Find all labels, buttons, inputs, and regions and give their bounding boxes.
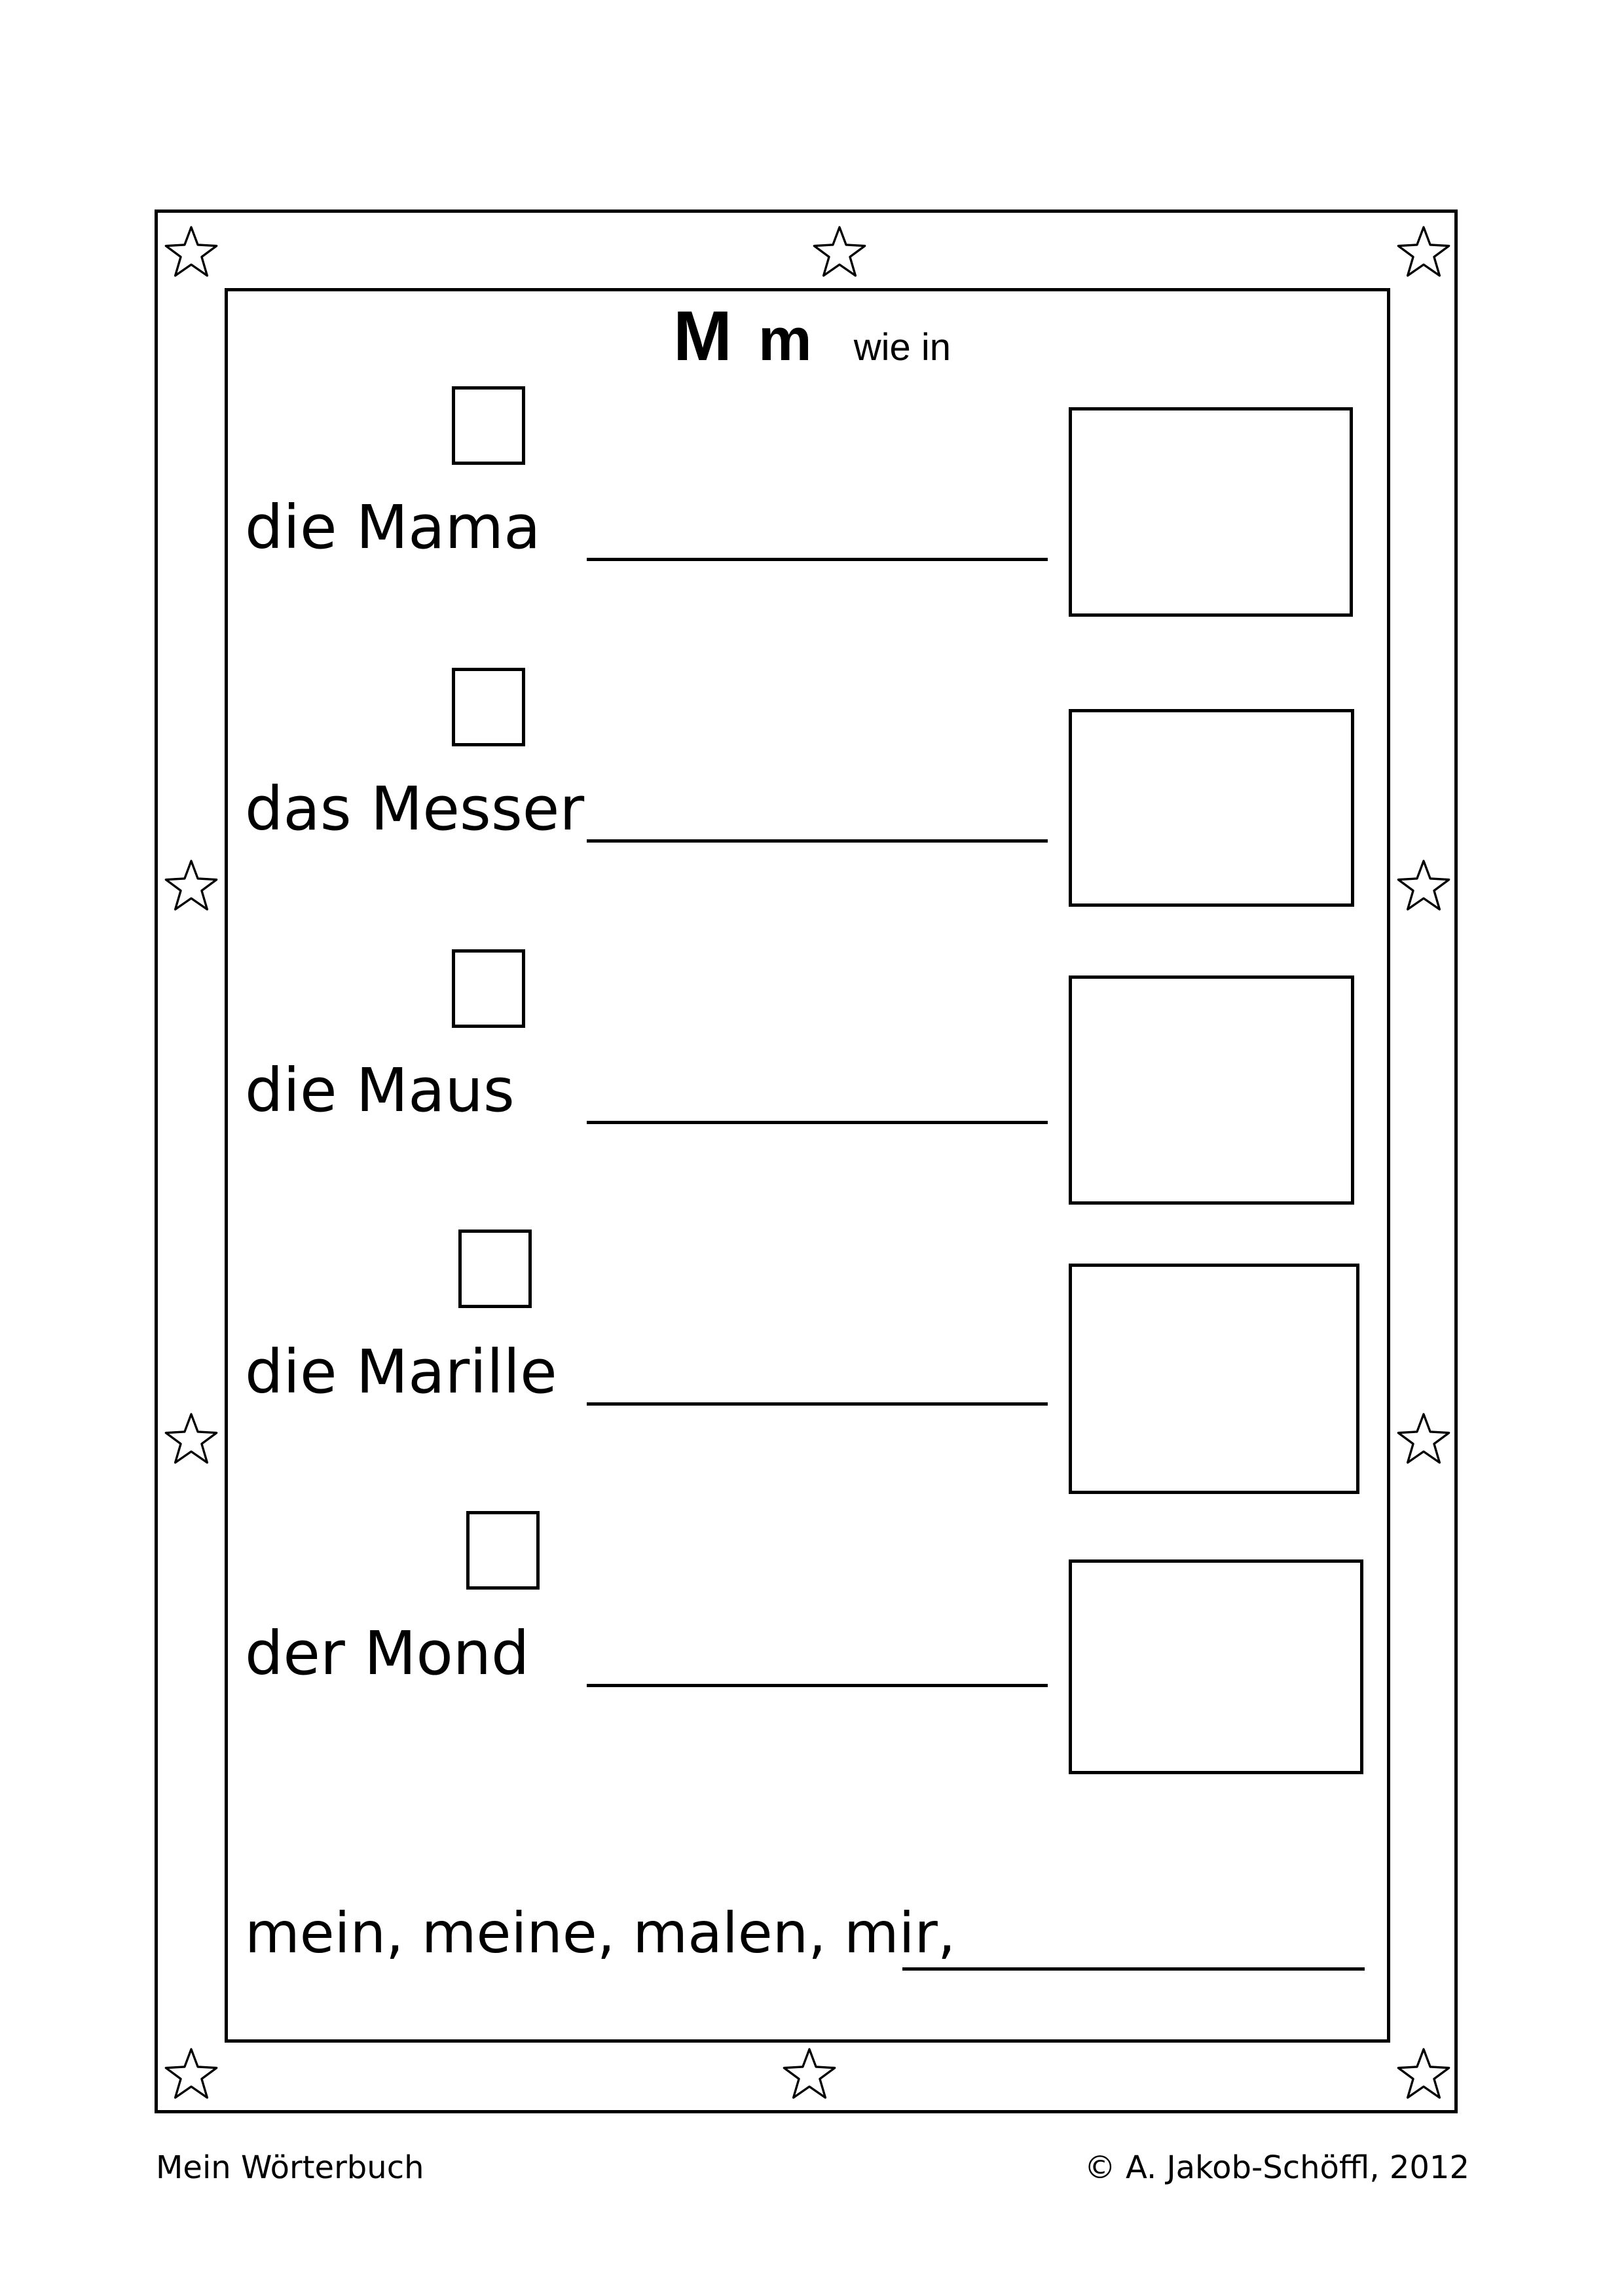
footer-title: Mein Wörterbuch (156, 2149, 424, 2186)
star-icon (812, 224, 867, 279)
checkbox-word-3[interactable] (452, 949, 525, 1028)
word-3: die Maus (245, 1055, 515, 1125)
picture-box-1[interactable] (1069, 407, 1353, 617)
word-5: der Mond (245, 1618, 530, 1688)
picture-box-4[interactable] (1069, 1264, 1359, 1494)
star-icon (1396, 1411, 1451, 1466)
star-icon (164, 224, 219, 279)
star-icon (164, 1411, 219, 1466)
star-icon (1396, 2046, 1451, 2101)
write-line-5[interactable] (587, 1684, 1048, 1687)
write-line-3[interactable] (587, 1121, 1048, 1124)
footer-copyright: © A. Jakob-Schöffl, 2012 (1084, 2149, 1469, 2186)
extra-write-line[interactable] (902, 1967, 1365, 1971)
write-line-2[interactable] (587, 839, 1048, 843)
star-icon (1396, 858, 1451, 913)
picture-box-5[interactable] (1069, 1559, 1363, 1774)
write-line-4[interactable] (587, 1402, 1048, 1406)
checkbox-word-5[interactable] (466, 1511, 540, 1590)
picture-box-3[interactable] (1069, 975, 1354, 1205)
checkbox-word-1[interactable] (452, 386, 525, 465)
word-2: das Messer (245, 774, 585, 844)
star-icon (164, 2046, 219, 2101)
page-title (0, 295, 1624, 376)
star-icon (164, 858, 219, 913)
write-line-1[interactable] (587, 558, 1048, 561)
title-letter-upper: M (673, 296, 732, 375)
star-icon (782, 2046, 837, 2101)
word-4: die Marille (245, 1337, 557, 1407)
checkbox-word-2[interactable] (452, 668, 525, 746)
title-label: wie in (853, 326, 951, 369)
title-letter-lower: m (758, 306, 812, 373)
extra-words: mein, meine, malen, mir, (245, 1901, 956, 1966)
word-1: die Mama (245, 492, 541, 562)
checkbox-word-4[interactable] (458, 1230, 532, 1308)
picture-box-2[interactable] (1069, 709, 1354, 907)
star-icon (1396, 224, 1451, 279)
